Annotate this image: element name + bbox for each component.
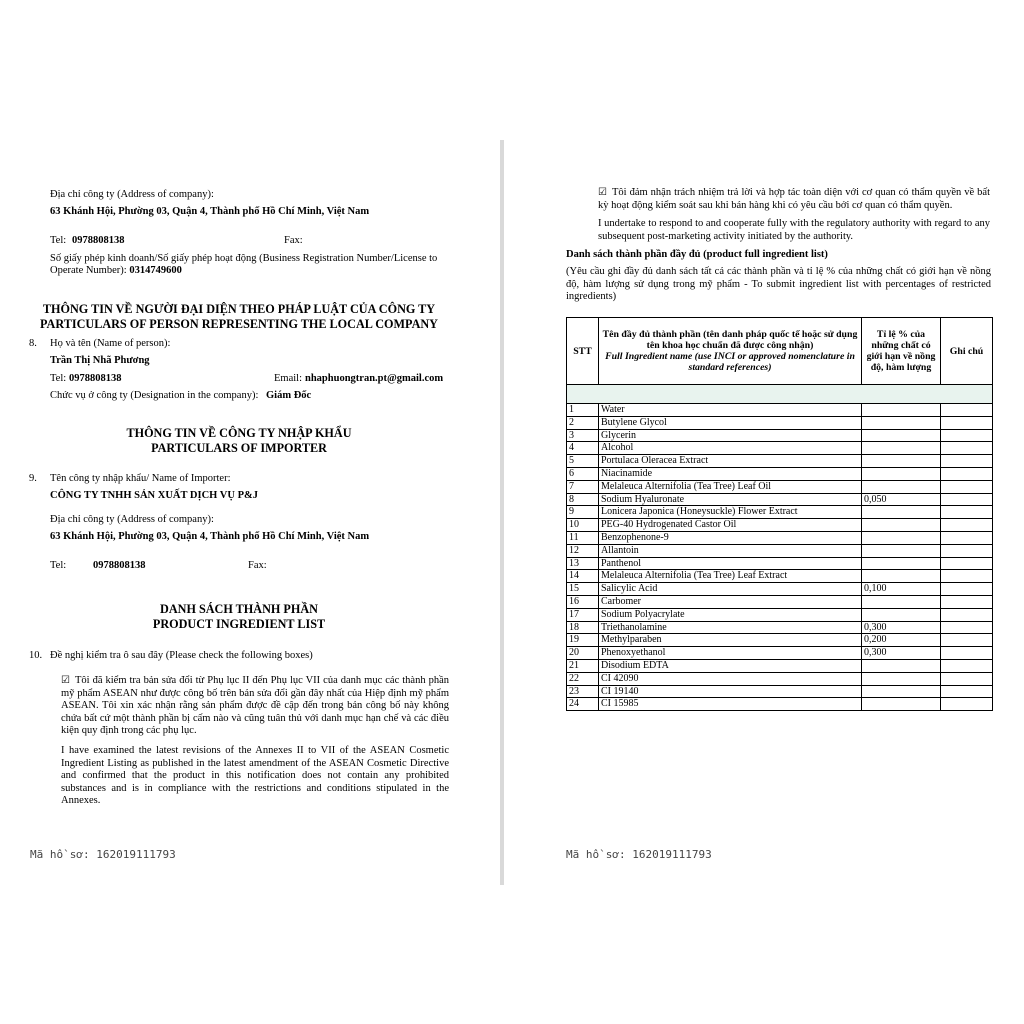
table-row: [567, 506, 993, 519]
cell-pct: [862, 570, 941, 583]
table-row: [567, 544, 993, 557]
cell-stt: 17: [567, 608, 599, 621]
cell-name: Sodium Hyaluronate: [599, 493, 862, 506]
importer-value: CÔNG TY TNHH SẢN XUẤT DỊCH VỤ P&J: [50, 490, 258, 501]
declaration-en: I have examined the latest revisions of the Annexes II to VII of the ASEAN Cosmetic Ingredient Listing as published in the latest amendment of the ASEAN Cosmetic Directive and confirmed that the product in this notification does not contain any prohibited substances and is in compliance with the restrictions and conditions stipulated in the Annexes.: [61, 745, 449, 806]
cell-name: Methylparaben: [599, 634, 862, 647]
name-label: Họ và tên (Name of person):: [50, 338, 171, 349]
cell-note: [941, 659, 993, 672]
license-label: Số giấy phép kinh doanh/Số giấy phép hoạt động (Business Registration Number/License to: [50, 253, 438, 264]
importer-address-value: 63 Khánh Hội, Phường 03, Quận 4, Thành phố Hồ Chí Minh, Việt Nam: [50, 531, 370, 542]
table-row: [567, 647, 993, 660]
cell-stt: 21: [567, 659, 599, 672]
cell-note: [941, 531, 993, 544]
cell-note: [941, 519, 993, 532]
cell-name: Phenoxyethanol: [599, 647, 862, 660]
table-row: [567, 480, 993, 493]
col-header-name-vi: Tên đầy đủ thành phần (tên danh pháp quốc tế hoặc sử dụng tên khoa học chuẩn đã được công nhận): [602, 329, 858, 351]
col-header-name: [599, 318, 862, 385]
cell-note: [941, 493, 993, 506]
cell-stt: 12: [567, 544, 599, 557]
cell-name: Triethanolamine: [599, 621, 862, 634]
ingredient-list-title: Danh sách thành phần đầy đủ (product full ingredient list): [566, 249, 828, 260]
email-value: nhaphuongtran.pt@gmail.com: [305, 373, 444, 384]
cell-note: [941, 455, 993, 468]
cell-name: Melaleuca Alternifolia (Tea Tree) Leaf Oil: [599, 480, 862, 493]
cell-name: Glycerin: [599, 429, 862, 442]
importer-tel-value: 0978808138: [93, 560, 146, 571]
cell-name: Disodium EDTA: [599, 659, 862, 672]
table-row: [567, 595, 993, 608]
cell-stt: 6: [567, 467, 599, 480]
cell-pct: [862, 480, 941, 493]
cell-stt: 15: [567, 583, 599, 596]
table-row: [567, 416, 993, 429]
cell-pct: 0,200: [862, 634, 941, 647]
check-prompt: Đề nghị kiểm tra ô sau đây (Please check the following boxes): [50, 650, 313, 661]
file-code-right: Mã hồ sơ: 162019111793: [566, 848, 712, 861]
cell-pct: 0,050: [862, 493, 941, 506]
table-row: [567, 608, 993, 621]
cell-stt: 2: [567, 416, 599, 429]
table-row: [567, 583, 993, 596]
rep-heading-en: PARTICULARS OF PERSON REPRESENTING THE LOCAL COMPANY: [40, 317, 438, 331]
cell-stt: 20: [567, 647, 599, 660]
cell-name: Panthenol: [599, 557, 862, 570]
cell-pct: [862, 557, 941, 570]
tel-value: 0978808138: [72, 235, 125, 246]
cell-name: CI 15985: [599, 698, 862, 711]
cell-note: [941, 442, 993, 455]
fax-label: Fax:: [284, 235, 303, 246]
cell-note: [941, 583, 993, 596]
item-8-number: 8.: [29, 338, 37, 349]
rep-heading-vi: THÔNG TIN VỀ NGƯỜI ĐẠI DIỆN THEO PHÁP LUẬT CỦA CÔNG TY: [42, 302, 436, 316]
cell-note: [941, 404, 993, 417]
cell-name: Melaleuca Alternifolia (Tea Tree) Leaf Extract: [599, 570, 862, 583]
importer-address-label: Địa chỉ công ty (Address of company):: [50, 514, 214, 525]
license-label-cont: Operate Number):: [50, 265, 127, 276]
cell-name: PEG-40 Hydrogenated Castor Oil: [599, 519, 862, 532]
importer-label: Tên công ty nhập khẩu/ Name of Importer:: [50, 473, 231, 484]
license-value: 0314749600: [129, 265, 182, 276]
table-row: [567, 493, 993, 506]
cell-pct: [862, 698, 941, 711]
table-row: [567, 634, 993, 647]
cell-note: [941, 685, 993, 698]
table-row: [567, 467, 993, 480]
cell-name: Alcohol: [599, 442, 862, 455]
cell-stt: 18: [567, 621, 599, 634]
right-page: [505, 0, 1024, 1024]
cell-stt: 16: [567, 595, 599, 608]
ingredient-table: [566, 317, 993, 711]
cell-name: Sodium Polyacrylate: [599, 608, 862, 621]
item-9-number: 9.: [29, 473, 37, 484]
col-header-note: Ghi chú: [941, 318, 993, 385]
cell-name: Carbomer: [599, 595, 862, 608]
cell-stt: 8: [567, 493, 599, 506]
cell-note: [941, 621, 993, 634]
undertake-vi: Tôi đảm nhận trách nhiệm trả lời và hợp tác toàn diện với cơ quan có thẩm quyền về bất kỳ hoạt động kiểm soát sau khi bán hàng khi có yêu cầu bởi cơ quan có thẩm quyền.: [598, 187, 990, 211]
cell-pct: [862, 595, 941, 608]
item-10-number: 10.: [29, 650, 43, 661]
importer-fax-label: Fax:: [248, 560, 267, 571]
table-row: [567, 531, 993, 544]
cell-stt: 4: [567, 442, 599, 455]
email-label: Email:: [274, 373, 302, 384]
cell-pct: [862, 416, 941, 429]
cell-stt: 13: [567, 557, 599, 570]
table-row: [567, 442, 993, 455]
ingredient-list-heading-vi: DANH SÁCH THÀNH PHẦN: [160, 602, 318, 616]
cell-stt: 23: [567, 685, 599, 698]
rep-tel-label: Tel:: [50, 373, 67, 384]
table-row: [567, 659, 993, 672]
cell-name: Butylene Glycol: [599, 416, 862, 429]
cell-stt: 10: [567, 519, 599, 532]
table-row: [567, 685, 993, 698]
cell-stt: 7: [567, 480, 599, 493]
cell-stt: 3: [567, 429, 599, 442]
undertake-checkbox-icon[interactable]: ☑: [598, 187, 607, 198]
cell-stt: 22: [567, 672, 599, 685]
cell-name: Portulaca Oleracea Extract: [599, 455, 862, 468]
left-page: [0, 0, 500, 1024]
cell-stt: 5: [567, 455, 599, 468]
ingredient-list-heading-en: PRODUCT INGREDIENT LIST: [152, 617, 326, 631]
cell-name: Water: [599, 404, 862, 417]
table-row: [567, 557, 993, 570]
cell-name: Allantoin: [599, 544, 862, 557]
table-row: [567, 698, 993, 711]
table-row: [567, 404, 993, 417]
cell-pct: [862, 544, 941, 557]
cell-stt: 14: [567, 570, 599, 583]
undertake-en: I undertake to respond to and cooperate fully with the regulatory authority with regard to any subsequent post-marketing activity initiated by the authority.: [598, 218, 990, 242]
cell-name: Salicylic Acid: [599, 583, 862, 596]
importer-heading-vi: THÔNG TIN VỀ CÔNG TY NHẬP KHẨU: [126, 426, 352, 440]
cell-pct: [862, 685, 941, 698]
cell-note: [941, 698, 993, 711]
cell-note: [941, 416, 993, 429]
name-value: Trần Thị Nhã Phương: [50, 355, 150, 366]
cell-name: Niacinamide: [599, 467, 862, 480]
cell-pct: [862, 608, 941, 621]
cell-pct: [862, 672, 941, 685]
rep-tel-value: 0978808138: [69, 373, 122, 384]
cell-note: [941, 467, 993, 480]
cell-note: [941, 544, 993, 557]
cell-note: [941, 595, 993, 608]
cell-name: CI 19140: [599, 685, 862, 698]
cell-pct: [862, 519, 941, 532]
cell-stt: 1: [567, 404, 599, 417]
table-band-row: [567, 385, 993, 404]
cell-note: [941, 672, 993, 685]
page-divider: [500, 140, 504, 885]
cell-pct: [862, 659, 941, 672]
cell-note: [941, 506, 993, 519]
cell-note: [941, 634, 993, 647]
table-header-row: [567, 318, 993, 385]
ingredient-list-instruction: (Yêu cầu ghi đầy đủ danh sách tất cả các thành phần và tỉ lệ % của những chất có giới hạn về nồng độ, hàm lượng sử dụng trong mỹ phẩm - To submit ingredient list with percentages of restricted ingredients): [566, 266, 991, 302]
cell-pct: 0,300: [862, 647, 941, 660]
cell-pct: [862, 404, 941, 417]
cell-note: [941, 557, 993, 570]
cell-name: Lonicera Japonica (Honeysuckle) Flower Extract: [599, 506, 862, 519]
cell-note: [941, 570, 993, 583]
cell-stt: 11: [567, 531, 599, 544]
col-header-name-en: Full Ingredient name (use INCI or approved nomenclature in standard references): [605, 351, 855, 373]
cell-stt: 9: [567, 506, 599, 519]
cell-pct: 0,100: [862, 583, 941, 596]
table-row: [567, 455, 993, 468]
tel-label: Tel:: [50, 235, 67, 246]
table-row: [567, 429, 993, 442]
cell-pct: [862, 531, 941, 544]
importer-heading-en: PARTICULARS OF IMPORTER: [151, 441, 327, 455]
cell-name: Benzophenone-9: [599, 531, 862, 544]
license-label-2: [50, 265, 182, 278]
cell-pct: 0,300: [862, 621, 941, 634]
address-value: 63 Khánh Hội, Phường 03, Quận 4, Thành phố Hồ Chí Minh, Việt Nam: [50, 206, 370, 217]
address-label: Địa chỉ công ty (Address of company):: [50, 189, 214, 200]
importer-tel-label: Tel:: [50, 560, 67, 571]
table-row: [567, 672, 993, 685]
position-label: Chức vụ ở công ty (Designation in the company):: [50, 390, 259, 401]
cell-pct: [862, 442, 941, 455]
col-header-stt: STT: [567, 318, 599, 385]
table-row: [567, 570, 993, 583]
declaration-vi: Tôi đã kiểm tra bản sửa đổi từ Phụ lục II đến Phụ lục VII của danh mục các thành phần mỹ phẩm ASEAN như được công bố trên bản sửa đổi gần đây nhất của Hiệp định mỹ phẩm ASEAN. Tôi xin xác nhận rằng sản phẩm được đề cập đến trong bản công bố này không chứa bất cứ một thành phần bị cấm nào và cũng tuân thủ với danh mục hạn chế và các điều kiện quy định trong các phụ lục.: [61, 675, 449, 736]
cell-pct: [862, 506, 941, 519]
col-header-percent: Tỉ lệ % của những chất có giới hạn về nồng độ, hàm lượng: [862, 318, 941, 385]
position-value: Giám Đốc: [266, 390, 312, 401]
cell-note: [941, 647, 993, 660]
table-row: [567, 519, 993, 532]
cell-stt: 19: [567, 634, 599, 647]
file-code: Mã hồ sơ: 162019111793: [30, 848, 176, 861]
cell-note: [941, 429, 993, 442]
cell-pct: [862, 467, 941, 480]
cell-note: [941, 480, 993, 493]
cell-stt: 24: [567, 698, 599, 711]
cell-pct: [862, 429, 941, 442]
cell-pct: [862, 455, 941, 468]
cell-name: CI 42090: [599, 672, 862, 685]
table-row: [567, 621, 993, 634]
declaration-checkbox-icon[interactable]: ☑: [61, 675, 70, 686]
cell-note: [941, 608, 993, 621]
